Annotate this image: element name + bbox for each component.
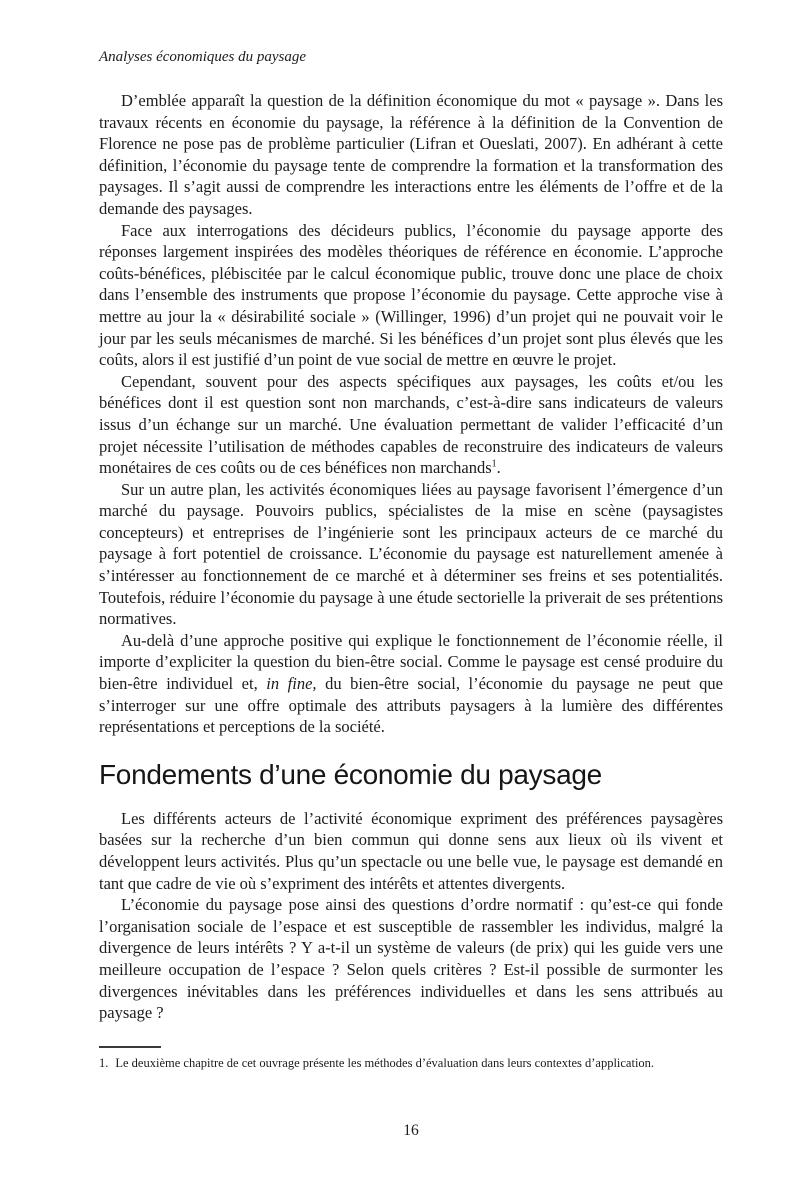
paragraph [99, 630, 723, 738]
paragraph: Les différents acteurs de l’activité économique expriment des préférences paysagères basées sur la recherche d’un bien commun qui donne sens aux lieux où ils vivent et développent leurs activités. Plus qu’un spectacle ou une belle vue, le paysage est demandé en tant que cadre de vie où s’expriment des intérêts et attentes divergents. [99, 808, 723, 893]
page-number: 16 [403, 1122, 419, 1139]
footnote-divider [99, 1046, 161, 1048]
running-header: Analyses économiques du paysage [99, 49, 307, 65]
paragraph: L’économie du paysage pose ainsi des questions d’ordre normatif : qu’est-ce qui fonde l’organisation sociale de l’espace et est susceptible de rassembler les individus, malgré la divergence de leurs intérêts ? Y a-t-il un système de valeurs (de prix) qui les guide vers une meilleure occupation de l’espace ? Selon quels critères ? Est-il possible de surmonter les divergences inévitables dans les préférences individuelles et dans les sens attribués au paysage ? [99, 895, 723, 1023]
paragraph [99, 371, 723, 479]
body-text [99, 90, 723, 1024]
emphasis-text: in fine, [266, 674, 317, 694]
paragraph: D’emblée apparaît la question de la définition économique du mot « paysage ». Dans les travaux récents en économie du paysage, la référence à la définition de la Convention de Florence ne pose pas de problème particulier (Lifran et Oueslati, 2007). En adhérant à cette définition, l’économie du paysage tente de comprendre la formation et la transformation des paysages. Il s’agit aussi de comprendre les interactions entre les éléments de l’offre et de la demande des paysages. [99, 91, 723, 218]
paragraph-text: du bien-être social, l’économie du paysage ne peut que s’interroger sur une offre optimale des attributs paysagers à la lumière des différentes représentations et perceptions de la société. [99, 674, 723, 737]
paragraph-text: Cependant, souvent pour des aspects spécifiques aux paysages, les coûts et/ou les bénéfices dont il est question sont non marchands, c’est-à-dire sans indicateurs de valeurs issus d’un échange sur un marché. Une évaluation permettant de valider l’efficacité d’un projet nécessite l’utilisation de méthodes capables de reconstruire des indicateurs de valeurs monétaires de ces coûts ou de ces bénéfices non marchands [99, 371, 723, 478]
section-heading: Fondements d’une économie du paysage [99, 758, 602, 790]
footnote [99, 1055, 739, 1071]
footnote-area [99, 1046, 739, 1071]
footnote-marker: 1. [99, 1056, 109, 1070]
paragraph: Sur un autre plan, les activités économiques liées au paysage favorisent l’émergence d’un marché du paysage. Pouvoirs publics, spécialistes de la mise en scène (paysagistes concepteurs) et entreprises de l’ingénierie sont les principaux acteurs de ce marché du paysage à fort potentiel de croissance. L’économie du paysage est naturellement amenée à s’intéresser au fonctionnement de ce marché et à déterminer ses freins et ses potentialités. Toutefois, réduire l’économie du paysage à une étude sectorielle la priverait de ses prétentions normatives. [99, 479, 723, 629]
paragraph: Face aux interrogations des décideurs publics, l’économie du paysage apporte des réponses largement inspirées des modèles théoriques de référence en économie. L’approche coûts-bénéfices, plébiscitée par le calcul économique public, trouve donc une place de choix dans l’ensemble des instruments que propose l’économie du paysage. Cette approche vise à mettre au jour la « désirabilité sociale » (Willinger, 1996) d’un projet qui ne pouvait voir le jour par les seuls mécanismes de marché. Si les bénéfices d’un projet sont plus élevés que les coûts, alors il est justifié d’un point de vue social de mettre en œuvre le projet. [99, 220, 723, 370]
paragraph-text: . [496, 458, 501, 478]
footnote-reference: 1 [491, 458, 497, 470]
footnote-text: Le deuxième chapitre de cet ouvrage présente les méthodes d’évaluation dans leurs contextes d’application. [115, 1056, 655, 1070]
paragraph-text: Au-delà d’une approche positive qui explique le fonctionnement de l’économie réelle, il importe d’expliciter la question du bien-être social. Comme le paysage est censé produire du bien-être individuel et, [99, 630, 723, 694]
